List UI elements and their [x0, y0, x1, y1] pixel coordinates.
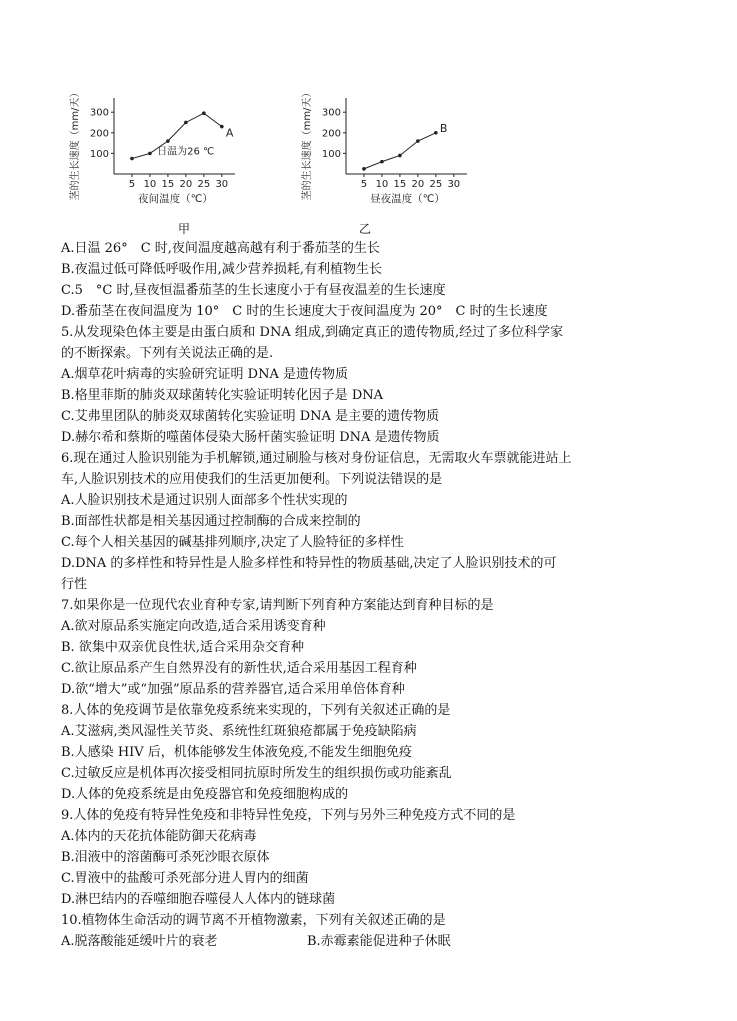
text-line: C.每个人相关基因的碱基排列顺序,决定了人脸特征的多样性 — [61, 535, 404, 550]
text-line: B.人感染 HIV 后，机体能够发生体液免疫,不能发生细胞免疫 — [61, 745, 412, 760]
y-tick-label: 300 — [89, 107, 109, 119]
text-line: A.人脸识别技术是通过识别人面部多个性状实现的 — [61, 493, 348, 508]
x-tick-label: 20 — [179, 179, 193, 190]
y-axis-label: 茎的生长速度（mm/天） — [70, 87, 81, 201]
x-tick-label: 10 — [375, 179, 389, 190]
data-point — [220, 125, 224, 129]
data-point — [184, 121, 188, 125]
data-point — [148, 152, 152, 156]
data-point — [398, 154, 402, 158]
text-line: 7.如果你是一位现代农业育种专家,请判断下列育种方案能达到育种目标的是 — [61, 598, 494, 613]
text-line: 5.从发现染色体主要是由蛋白质和 DNA 组成,到确定真正的遗传物质,经过了多位科学家 — [61, 325, 564, 340]
text-line: C.欲让原品系产生自然界没有的新性状,适合采用基因工程育种 — [61, 661, 417, 676]
series-label: B — [439, 121, 448, 135]
text-line: 的不断探索。下列有关说法正确的是. — [61, 346, 274, 361]
series-label: A — [225, 126, 234, 140]
x-tick-label: 30 — [215, 179, 229, 190]
data-point — [166, 139, 170, 143]
option-a: A.脱落酸能延缓叶片的衰老 — [61, 934, 218, 949]
text-line: 行性 — [61, 577, 88, 592]
text-line: A.烟草花叶病毒的实验研究证明 DNA 是遗传物质 — [61, 367, 348, 382]
text-line: B.夜温过低可降低呼吸作用,减少营养损耗,有利植物生长 — [61, 262, 382, 277]
x-axis-label: 夜间温度（℃） — [138, 193, 213, 205]
y-tick-label: 200 — [321, 128, 341, 140]
text-line: 9.人体的免疫有特异性免疫和非特异性免疫，下列与另外三种免疫方式不同的是 — [61, 808, 516, 823]
text-line: 6.现在通过人脸识别能为手机解锁,通过刷脸与核对身份证信息，无需取火车票就能进站上 — [61, 451, 572, 466]
x-axis-label: 昼夜温度（℃） — [370, 193, 445, 205]
text-line: A.欲对原品系实施定向改造,适合采用诱变育种 — [61, 619, 326, 634]
text-line: D.赫尔希和蔡斯的噬菌体侵染大肠杆菌实验证明 DNA 是遗传物质 — [61, 430, 440, 445]
text-line: A.日温 26° C 时,夜间温度越高越有利于番茄茎的生长 — [61, 241, 380, 256]
text-line: B.面部性状都是相关基因通过控制酶的合成来控制的 — [61, 514, 361, 529]
data-point — [380, 160, 384, 164]
text-line: 8.人体的免疫调节是依靠免疫系统来实现的，下列有关叙述正确的是 — [61, 703, 451, 718]
x-tick-label: 15 — [161, 179, 175, 190]
text-line: D.DNA 的多样性和特异性是人脸多样性和特异性的物质基础,决定了人脸识别技术的可 — [61, 556, 557, 571]
text-line: D.淋巴结内的吞噬细胞吞噬侵人人体内的链球菌 — [61, 892, 336, 907]
y-tick-label: 100 — [89, 148, 109, 160]
chart-jia-svg — [62, 74, 252, 214]
data-point — [202, 111, 206, 115]
series-line — [364, 133, 436, 169]
text-line: C.胃液中的盐酸可杀死部分进人胃内的细菌 — [61, 871, 309, 886]
chart-yi-svg — [294, 74, 484, 214]
text-line: A.艾滋病,类风湿性关节炎、系统性红斑狼疮都属于免疫缺陷病 — [61, 724, 417, 739]
x-tick-label: 15 — [393, 179, 407, 190]
text-line: D.人体的免疫系统是由免疫器官和免疫细胞构成的 — [61, 787, 349, 802]
x-tick-label: 30 — [447, 179, 461, 190]
y-tick-label: 300 — [321, 107, 341, 119]
text-line: B.泪液中的溶菌酶可杀死沙眼衣原体 — [61, 850, 270, 865]
y-axis-label: 茎的生长速度（mm/天） — [302, 87, 313, 201]
text-line: D.番茄茎在夜间温度为 10° C 时的生长速度大于夜间温度为 20° C 时的生长速度 — [61, 304, 548, 319]
data-point — [416, 139, 420, 143]
question-text — [61, 238, 701, 952]
option-b: B.赤霉素能促进种子休眠 — [307, 934, 451, 949]
data-point — [434, 131, 438, 135]
chart-jia — [62, 74, 252, 218]
text-line: 车,人脸识别技术的应用使我们的生活更加便利。下列说法错误的是 — [61, 472, 443, 487]
figure-area — [62, 74, 462, 244]
x-tick-label: 20 — [411, 179, 425, 190]
chart-annotation: 日温为26 ℃ — [157, 146, 215, 158]
x-tick-label: 5 — [360, 179, 368, 190]
text-line: B. 欲集中双亲优良性状,适合采用杂交育种 — [61, 640, 304, 655]
x-tick-label: 25 — [429, 179, 443, 190]
text-line: C.过敏反应是机体再次接受相同抗原时所发生的组织损伤或功能紊乱 — [61, 766, 452, 781]
text-line: A.体内的天花抗体能防御天花病毒 — [61, 829, 257, 844]
x-tick-label: 10 — [143, 179, 157, 190]
text-line: D.欲“增大”或“加强”原品系的营养器官,适合采用单倍体育种 — [61, 682, 405, 697]
y-tick-label: 100 — [321, 148, 341, 160]
text-line: B.格里菲斯的肺炎双球菌转化实验证明转化因子是 DNA — [61, 388, 384, 403]
chart-jia-caption: 甲 — [178, 222, 191, 236]
text-line: C.5 °C 时,昼夜恒温番茄茎的生长速度小于有昼夜温差的生长速度 — [61, 283, 446, 298]
data-point — [362, 167, 366, 171]
data-point — [130, 157, 134, 161]
text-line: C.艾弗里团队的肺炎双球菌转化实验证明 DNA 是主要的遗传物质 — [61, 409, 440, 424]
x-tick-label: 5 — [128, 179, 136, 190]
chart-yi-caption: 乙 — [359, 222, 372, 236]
option-row — [61, 931, 701, 952]
x-tick-label: 25 — [197, 179, 211, 190]
text-line: 10.植物体生命活动的调节离不开植物激素，下列有关叙述正确的是 — [61, 913, 446, 928]
chart-yi — [294, 74, 484, 218]
y-tick-label: 200 — [89, 128, 109, 140]
